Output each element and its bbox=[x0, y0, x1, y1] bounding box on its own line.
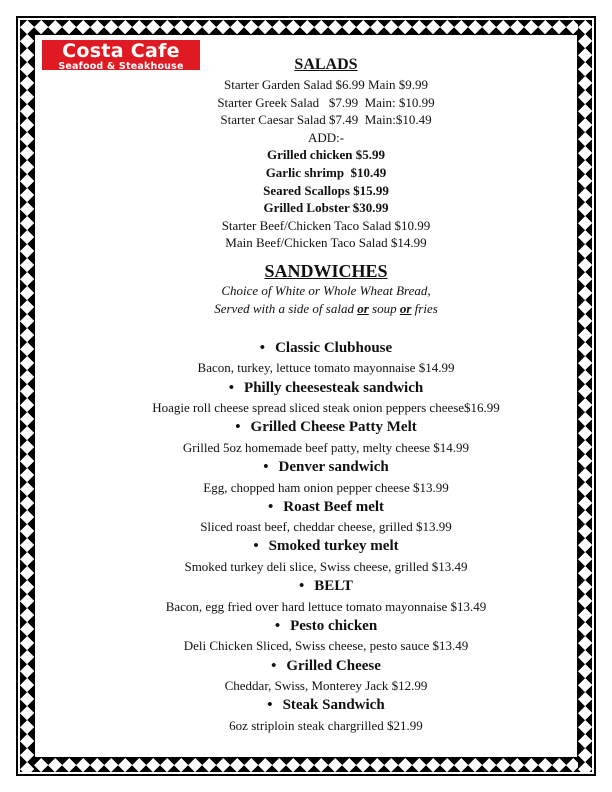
menu-content bbox=[40, 54, 612, 735]
sandwich-name-text: Pesto chicken bbox=[290, 617, 378, 634]
sandwich-name bbox=[40, 497, 612, 518]
logo-name: Costa Cafe bbox=[62, 40, 180, 62]
side-note-part: fries bbox=[411, 300, 438, 316]
salads-heading: SALADS bbox=[294, 56, 358, 73]
addon-item: Garlic shrimp $10.49 bbox=[265, 164, 387, 180]
salad-line: Starter Greek Salad $7.99 Main: $10.99 bbox=[217, 94, 435, 110]
sandwich-list bbox=[40, 338, 612, 735]
sandwich-description: Egg, chopped ham onion pepper cheese $13.99 bbox=[203, 479, 449, 495]
sandwich-description: Smoked turkey deli slice, Swiss cheese, grilled $13.49 bbox=[184, 558, 468, 574]
sandwich-name-text: BELT bbox=[314, 578, 353, 595]
addon-item: Grilled Lobster $30.99 bbox=[263, 200, 389, 216]
logo-tagline: Seafood & Steakhouse bbox=[58, 61, 184, 72]
sandwich-name bbox=[40, 656, 612, 677]
sandwich-name bbox=[40, 576, 612, 597]
sandwich-name-text: Grilled Cheese Patty Melt bbox=[250, 419, 417, 436]
sandwich-name bbox=[40, 457, 612, 478]
sandwich-name-text: Smoked turkey melt bbox=[268, 538, 399, 555]
bullet-icon: • bbox=[228, 379, 235, 396]
bullet-icon: • bbox=[267, 697, 273, 714]
bullet-icon: • bbox=[274, 617, 281, 634]
sandwich-name bbox=[40, 378, 612, 399]
sandwich-name-text: Classic Clubhouse bbox=[275, 339, 393, 356]
bullet-icon: • bbox=[259, 339, 266, 356]
sandwich-description: 6oz striploin steak chargrilled $21.99 bbox=[229, 717, 423, 733]
border-pattern-bottom bbox=[20, 758, 592, 772]
addon-item: Grilled chicken $5.99 bbox=[266, 147, 386, 163]
salad-line: Starter Caesar Salad $7.49 Main:$10.49 bbox=[220, 112, 432, 128]
salad-line: Starter Garden Salad $6.99 Main $9.99 bbox=[224, 77, 428, 92]
sandwich-name-text: Steak Sandwich bbox=[282, 697, 385, 714]
add-label: ADD:- bbox=[307, 129, 345, 145]
sandwich-description: Deli Chicken Sliced, Swiss cheese, pesto sauce $13.49 bbox=[183, 638, 469, 654]
sandwich-name-text: Roast Beef melt bbox=[283, 498, 385, 515]
side-choice-note bbox=[40, 300, 612, 318]
sandwich-description: Grilled 5oz homemade beef patty, melty cheese $14.99 bbox=[182, 439, 470, 455]
or-emphasis: or bbox=[357, 300, 369, 316]
bullet-icon: • bbox=[299, 578, 305, 595]
sandwich-name bbox=[40, 417, 612, 438]
sandwich-name-text: Philly cheesesteak sandwich bbox=[244, 379, 424, 396]
sandwich-name bbox=[40, 616, 612, 637]
sandwich-description: Bacon, turkey, lettuce tomato mayonnaise $14.99 bbox=[197, 360, 455, 376]
border-pattern-top bbox=[20, 20, 592, 34]
taco-salad-line: Main Beef/Chicken Taco Salad $14.99 bbox=[225, 235, 427, 251]
bread-choice-note: Choice of White or Whole Wheat Bread, bbox=[221, 282, 431, 298]
sandwich-name-text: Grilled Cheese bbox=[286, 657, 381, 674]
side-note-part: soup bbox=[368, 300, 400, 316]
sandwich-description: Hoagie roll cheese spread sliced steak onion peppers cheese$16.99 bbox=[152, 400, 500, 416]
sandwich-name-text: Denver sandwich bbox=[278, 459, 389, 476]
or-emphasis: or bbox=[399, 300, 412, 316]
addon-item: Seared Scallops $15.99 bbox=[263, 182, 389, 198]
side-note-part: Served with a side of salad bbox=[214, 300, 358, 316]
sandwich-description: Bacon, egg fried over hard lettuce tomato mayonnaise $13.49 bbox=[165, 598, 487, 614]
sandwich-name bbox=[40, 536, 612, 557]
bullet-icon: • bbox=[271, 657, 277, 674]
bullet-icon: • bbox=[263, 459, 269, 476]
bullet-icon: • bbox=[235, 419, 241, 436]
bullet-icon: • bbox=[267, 498, 274, 515]
sandwich-name bbox=[40, 338, 612, 359]
sandwich-description: Sliced roast beef, cheddar cheese, grilled $13.99 bbox=[200, 519, 452, 535]
sandwich-description: Cheddar, Swiss, Monterey Jack $12.99 bbox=[224, 678, 428, 694]
bullet-icon: • bbox=[253, 538, 259, 555]
sandwich-name bbox=[40, 695, 612, 716]
taco-salad-line: Starter Beef/Chicken Taco Salad $10.99 bbox=[221, 217, 431, 233]
sandwiches-heading: SANDWICHES bbox=[264, 260, 388, 281]
border-pattern-left bbox=[20, 20, 34, 772]
